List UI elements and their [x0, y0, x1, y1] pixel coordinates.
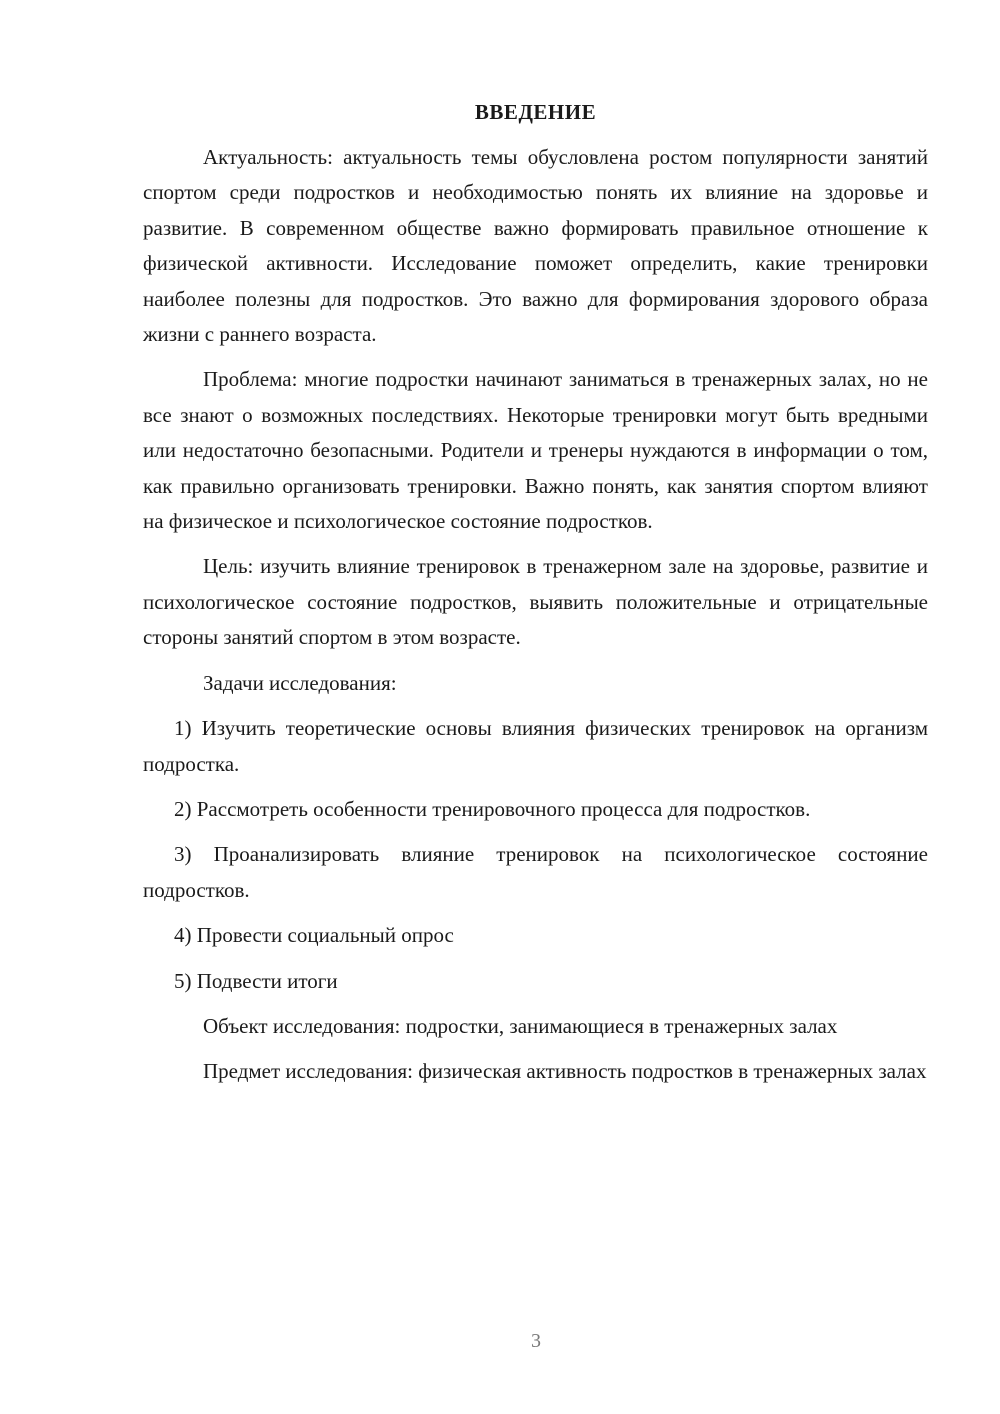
- goal-paragraph: Цель: изучить влияние тренировок в тренажерном зале на здоровье, развитие и психологическое состояние подростков, выявить положительные и отрицательные стороны занятий спортом в этом возрасте.: [143, 554, 928, 650]
- task-item-2: 2) Рассмотреть особенности тренировочного процесса для подростков.: [174, 796, 811, 821]
- tasks-heading: Задачи исследования:: [203, 670, 397, 695]
- page-title: ВВЕДЕНИЕ: [474, 100, 597, 124]
- subject-paragraph: Предмет исследования: физическая активность подростков в тренажерных залах: [203, 1059, 927, 1084]
- object-paragraph: Объект исследования: подростки, занимающиеся в тренажерных залах: [203, 1013, 838, 1038]
- task-item-3: 3) Проанализировать влияние тренировок на психологическое состояние подростков.: [143, 842, 928, 902]
- page-number: 3: [531, 1330, 541, 1352]
- relevance-paragraph: Актуальность: актуальность темы обусловлена ростом популярности занятий спортом среди подростков и необходимостью понять их влияние на здоровье и развитие. В современном обществе важно формировать правильное отношение к физической активности. Исследование поможет определить, какие тренировки наиболее полезны для подростков. Это важно для формирования здорового образа жизни с раннего возраста.: [143, 145, 928, 347]
- task-item-4: 4) Провести социальный опрос: [174, 923, 454, 948]
- task-item-1: 1) Изучить теоретические основы влияния физических тренировок на организм подростка.: [143, 716, 928, 776]
- task-item-5: 5) Подвести итоги: [174, 968, 338, 993]
- problem-paragraph: Проблема: многие подростки начинают заниматься в тренажерных залах, но не все знают о возможных последствиях. Некоторые тренировки могут быть вредными или недостаточно безопасными. Родители и тренеры нуждаются в информации о том, как правильно организовать тренировки. Важно понять, как занятия спортом влияют на физическое и психологическое состояние подростков.: [143, 367, 928, 534]
- document-body: [143, 95, 928, 1100]
